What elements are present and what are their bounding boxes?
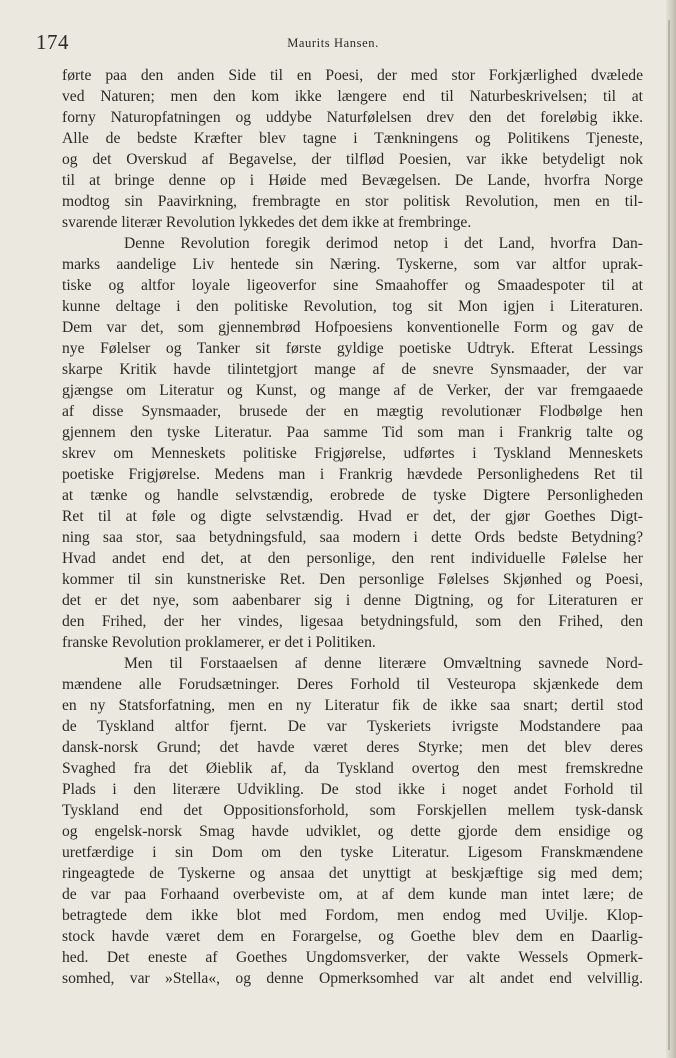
text-line: svarende literær Revolution lykkedes det dem ikke at frembringe. (62, 214, 472, 231)
text-line: poetiske Frigjørelse. Medens man i Frankrig hævdede Personlighedens Ret til (62, 466, 643, 483)
text-line: franske Revolution proklamerer, er det i Politiken. (62, 634, 376, 651)
text-line: nye Følelser og Tanker sit første gyldige poetiske Udtryk. Efterat Lessings (62, 340, 643, 357)
text-line: hed. Det eneste af Goethes Ungdomsverker, der vakte Wessels Opmerk- (62, 949, 643, 966)
text-line: Alle de bedste Kræfter blev tagne i Tænkningens og Politikens Tjeneste, (62, 130, 643, 147)
text-line: skarpe Kritik havde tilintetgjort mange af de snevre Synsmaader, der var (62, 361, 643, 378)
body-text (62, 65, 643, 989)
text-line: ringeagtede de Tyskerne og ansaa det unyttigt at beskjæftige sig med dem; (62, 865, 643, 882)
text-line: en ny Statsforfatning, men en ny Literatur fik de ikke saa snart; dertil stod (62, 697, 643, 714)
text-line: gjennem den tyske Literatur. Paa samme Tid som man i Frankrig talte og (62, 424, 643, 441)
text-line: Plads i den literære Udvikling. De stod ikke i noget andet Forhold til (62, 781, 643, 798)
running-head: Maurits Hansen. (287, 36, 379, 50)
text-line: at tænke og handle selvstændig, erobrede de tyske Digtere Personligheden (62, 487, 643, 504)
text-line: marks aandelige Liv hentede sin Næring. Tyskerne, som var altfor uprak- (62, 256, 643, 273)
text-line: gjængse om Literatur og Kunst, og mange af de Verker, der var fremgaaede (62, 382, 643, 399)
text-line: ved Naturen; men den kom ikke længere end til Naturbeskrivelsen; til at (62, 88, 643, 105)
text-line: og det Overskud af Begavelse, der tilflød Poesien, var ikke betydeligt nok (62, 151, 643, 168)
text-line: uretfærdige i sin Dom om den tyske Literatur. Ligesom Franskmændene (62, 844, 643, 861)
text-line: somhed, var »Stella«, og denne Opmerksomhed var alt andet end velvillig. (62, 970, 643, 987)
text-line: af disse Synsmaader, brusede der en mægtig revolutionær Flodbølge hen (62, 403, 643, 420)
text-line: til at bringe denne op i Høide med Bevægelsen. De Lande, hvorfra Norge (62, 172, 643, 189)
text-line: Tyskland end det Oppositionsforhold, som Forskjellen mellem tysk-dansk (62, 802, 643, 819)
text-line: Hvad andet end det, at den personlige, den rent individuelle Følelse her (62, 550, 643, 567)
text-line: tiske og altfor loyale ligeoverfor sine Smaahoffer og Smaadespoter til at (62, 277, 643, 294)
text-line: Svaghed fra det Øieblik af, da Tyskland overtog den mest fremskredne (62, 760, 643, 777)
text-line: kommer til sin kunstneriske Ret. Den personlige Følelses Skjønhed og Poesi, (62, 571, 643, 588)
text-line: ning saa stor, saa betydningsfuld, saa modern i dette Ords bedste Betydning? (62, 529, 643, 546)
text-line: de Tyskland altfor fjernt. De var Tyskeriets ivrigste Modstandere paa (62, 718, 643, 735)
text-line: skrev om Menneskets politiske Frigjørelse, udførtes i Tyskland Menneskets (62, 445, 643, 462)
text-line: de var paa Forhaand overbeviste om, at af dem kunde man intet lære; de (62, 886, 643, 903)
text-line: Denne Revolution foregik derimod netop i det Land, hvorfra Dan- (124, 235, 643, 252)
binding-line (668, 20, 670, 1050)
text-line: det er det nye, som aabenbarer sig i denne Digtning, og for Literaturen er (62, 592, 643, 609)
page-edge (666, 0, 676, 1058)
text-line: Dem var det, som gjennembrød Hofpoesiens konventionelle Form og gav de (62, 319, 643, 336)
text-line: førte paa den anden Side til en Poesi, der med stor Forkjærlighed dvælede (62, 67, 643, 84)
text-line: betragtede dem ikke blot med Fordom, men endog med Uvilje. Klop- (62, 907, 643, 924)
text-line: forny Naturopfatningen og uddybe Naturfølelsen drev den det foreløbig ikke. (62, 109, 643, 126)
text-line: modtog sin Paavirkning, frembragte en stor politisk Revolution, men en til- (62, 193, 643, 210)
text-line: stock havde været dem en Forargelse, og Goethe blev dem en Daarlig- (62, 928, 643, 945)
text-line: Ret til at føle og digte selvstændig. Hvad er det, der gjør Goethes Digt- (62, 508, 643, 525)
text-line: den Frihed, der her vindes, ligesaa betydningsfuld, som den Frihed, den (62, 613, 643, 630)
text-line: og engelsk-norsk Smag havde udviklet, og dette gjorde dem ensidige og (62, 823, 643, 840)
text-line: mændene alle Forudsætninger. Deres Forhold til Vesteuropa skjænkede dem (62, 676, 643, 693)
page-number: 174 (36, 30, 69, 54)
text-line: dansk-norsk Grund; det havde været deres Styrke; men det blev deres (62, 739, 643, 756)
text-line: kunne deltage i den politiske Revolution, tog sit Mon igjen i Literaturen. (62, 298, 643, 315)
text-line: Men til Forstaaelsen af denne literære Omvæltning savnede Nord- (124, 655, 643, 672)
